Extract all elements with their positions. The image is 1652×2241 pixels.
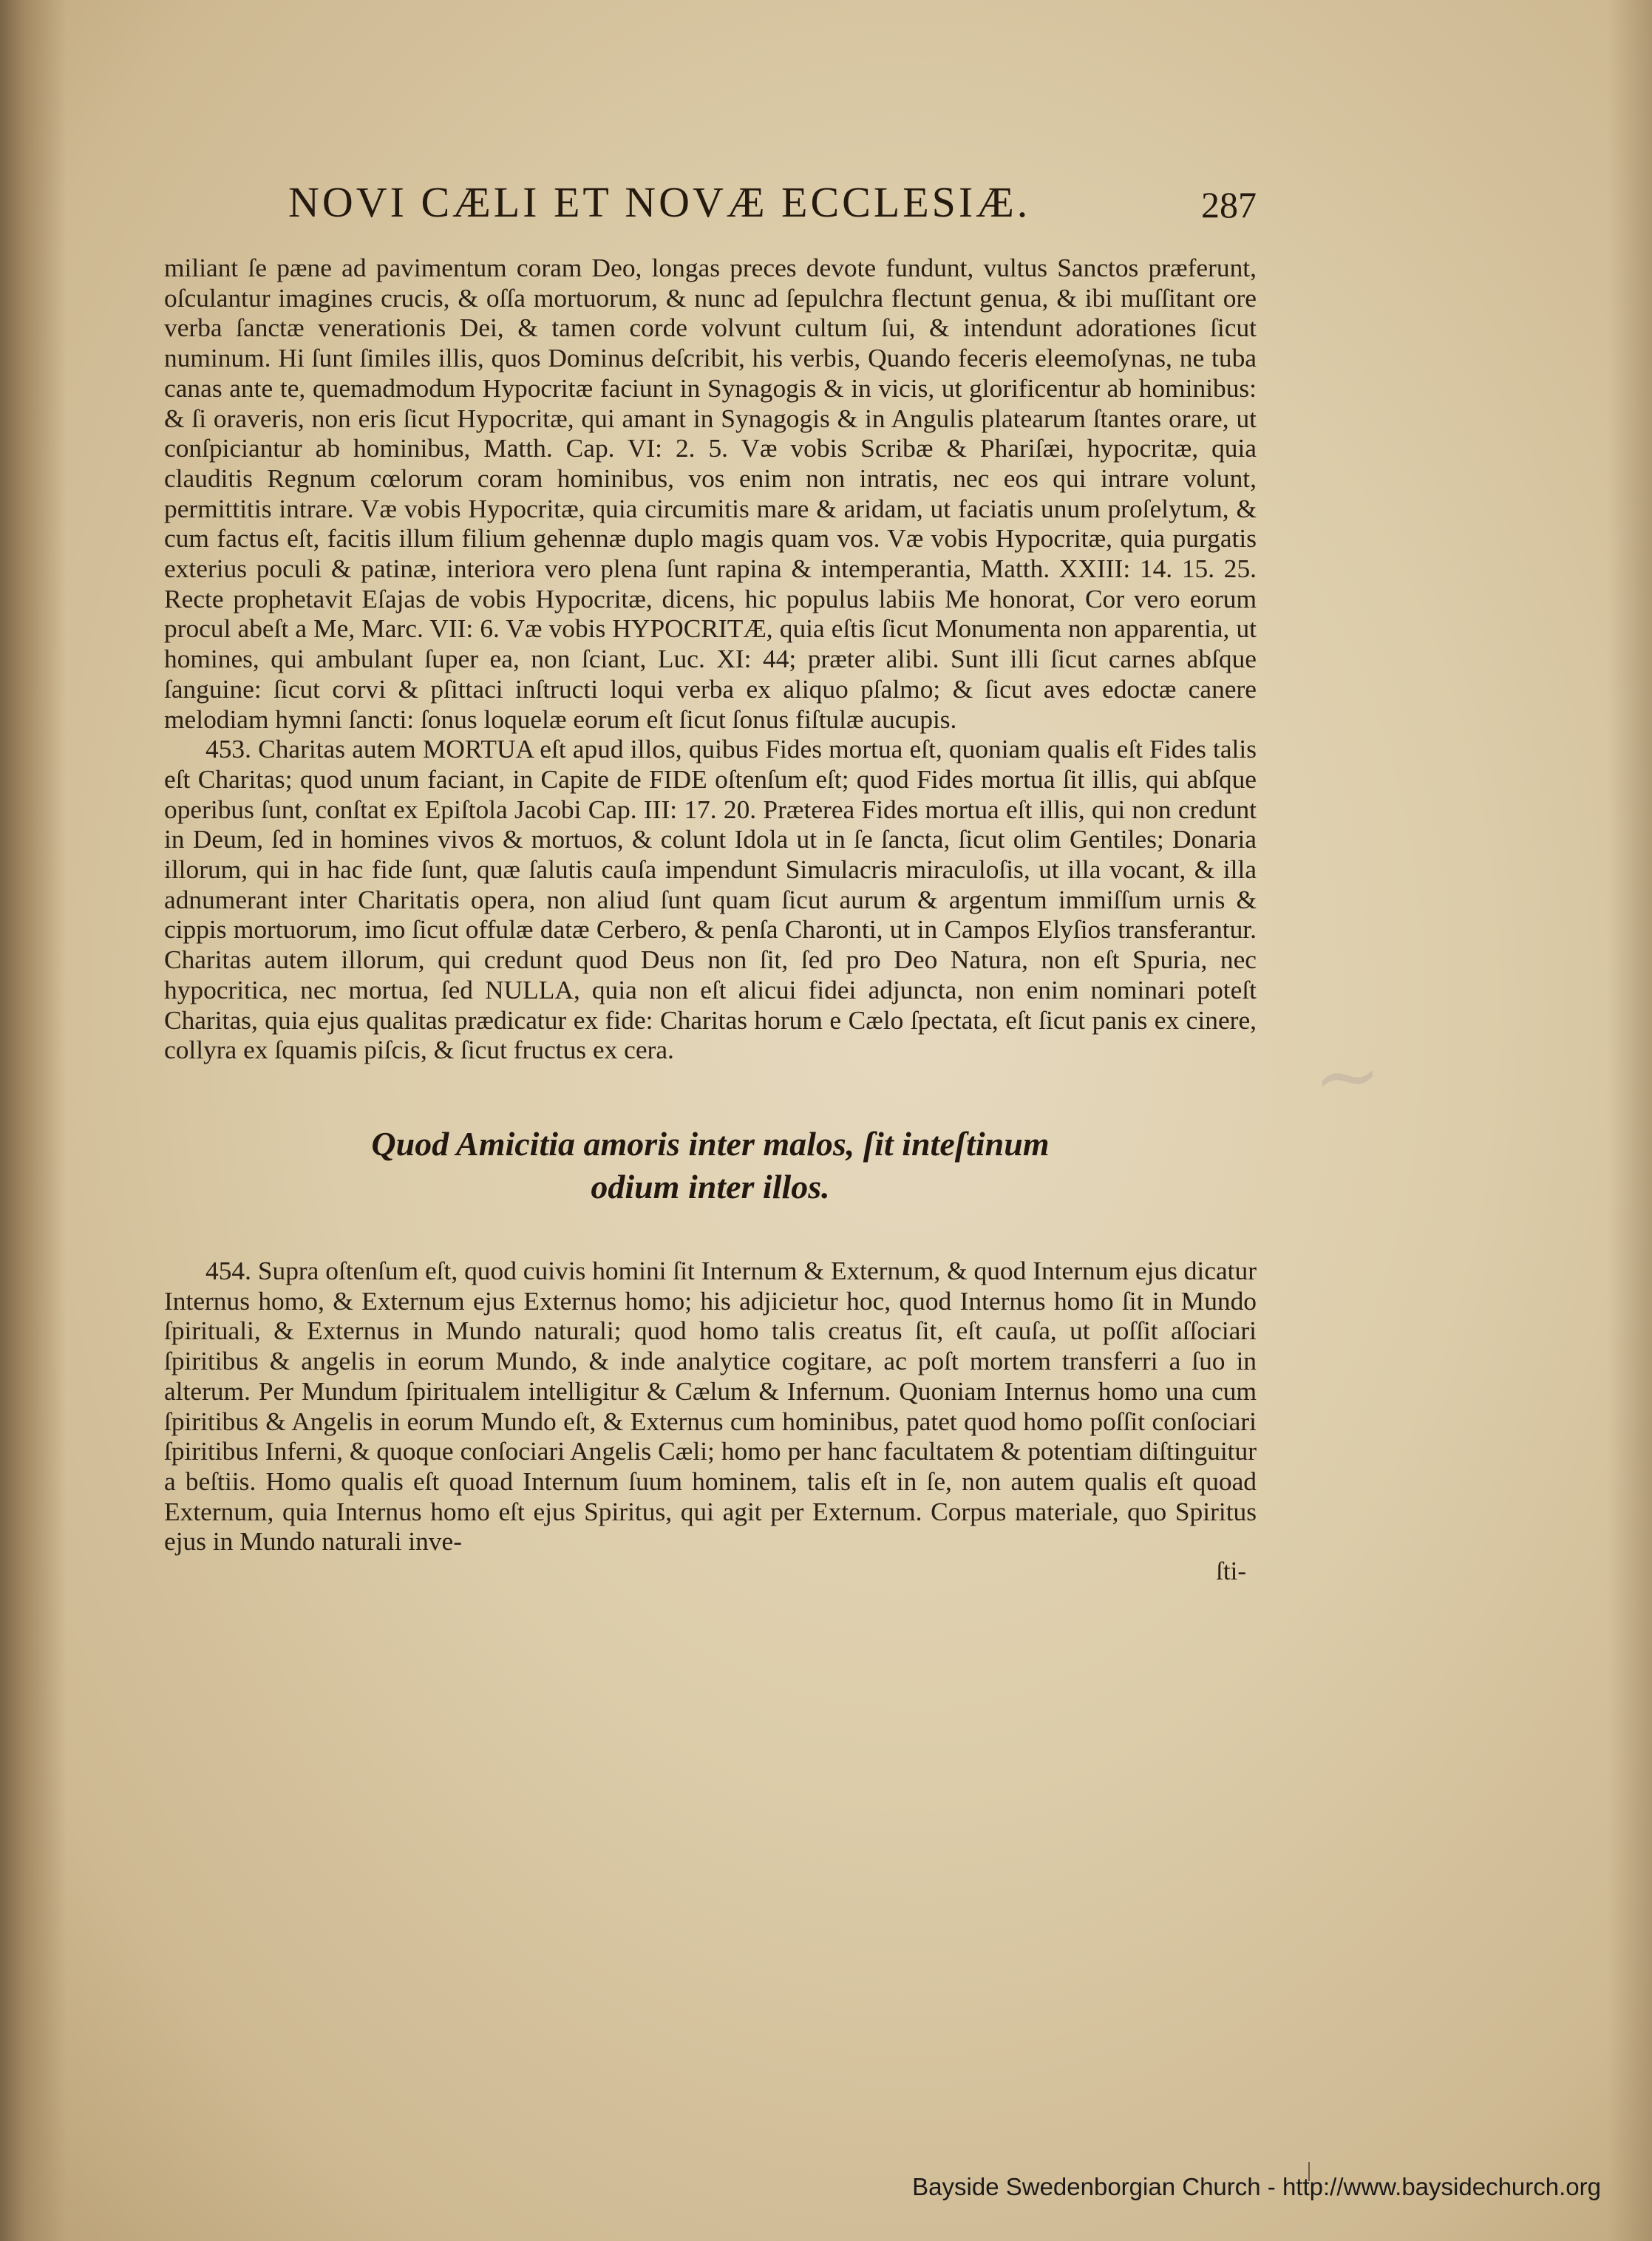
main-text — [164, 253, 1257, 1586]
catchword: ſti- — [1216, 1557, 1246, 1586]
section-heading-line-2: odium inter illos. — [591, 1167, 830, 1205]
section-heading — [164, 1123, 1257, 1208]
binding-gutter — [0, 0, 67, 2241]
site-watermark: Bayside Swedenborgian Church - http://www.baysidechurch.org — [912, 2173, 1601, 2200]
paragraph-452-continued: miliant ſe pæne ad pavimentum coram Deo, longas preces devote fundunt, vultus Sanctos præferunt, oſculantur imagines crucis, & oſſa mortuorum, & nunc ad ſepulchra flectunt genua, & ibi muſſitant ore verba ſanctæ venerationis Dei, & tamen corde volvunt cultum ſui, & intendunt adorationes ſicut numinum. Hi ſunt ſimiles illis, quos Dominus deſcribit, his verbis, Quando feceris eleemoſynas, ne tuba canas ante te, quemadmodum Hypocritæ faciunt in Synagogis & in vicis, ut glorificentur ab hominibus: & ſi oraveris, non eris ſicut Hypocritæ, qui amant in Synagogis & in Angulis platearum ſtantes orare, ut conſpiciantur ab hominibus, Matth. Cap. VI: 2. 5. Væ vobis Scribæ & Phariſæi, hypocritæ, quia clauditis Regnum cœlorum coram hominibus, vos enim non intratis, nec eos qui intrare volunt, permittitis intrare. Væ vobis Hypocritæ, quia circumitis mare & aridam, ut faciatis unum proſelytum, & cum factus eſt, facitis illum filium gehennæ duplo magis quam vos. Væ vobis Hypocritæ, quia purgatis exterius poculi & patinæ, interiora vero plena ſunt rapina & intemperantia, Matth. XXIII: 14. 15. 25. Recte prophetavit Eſajas de vobis Hypocritæ, dicens, hic populus labiis Me honorat, Cor vero eorum procul abeſt a Me, Marc. VII: 6. Væ vobis HYPOCRITÆ, quia eſtis ſicut Monumenta non apparentia, ut homines, qui ambulant ſuper ea, non ſciant, Luc. XI: 44; præter alibi. Sunt illi ſicut carnes abſque ſanguine: ſicut corvi & pſittaci inſtructi loqui verba ex aliquo pſalmo; & ſicut aves edoctæ canere melodiam hymni ſancti: ſonus loquelæ eorum eſt ſicut ſonus fiſtulæ aucupis. — [164, 253, 1257, 734]
paragraph-454: 454. Supra oſtenſum eſt, quod cuivis homini ſit Internum & Externum, & quod Internum ejus dicatur Internus homo, & Externum ejus Externus homo; his adjicietur hoc, quod Internus homo ſit in Mundo ſpirituali, & Externus in Mundo naturali; quod homo talis creatus ſit, eſt cauſa, ut poſſit aſſociari ſpiritibus & angelis in eorum Mundo, & inde analytice cogitare, ac poſt mortem transferri a ſuo in alterum. Per Mundum ſpiritualem intelligitur & Cælum & Infernum. Quoniam Internus homo una cum ſpiritibus & Angelis in eorum Mundo eſt, & Externus cum hominibus, patet quod homo poſſit conſociari ſpiritibus Inferni, & quoque conſociari Angelis Cæli; homo per hanc facultatem & potentiam diſtinguitur a beſtiis. Homo qualis eſt quoad Internum ſuum hominem, talis eſt in ſe, non autem qualis eſt quoad Externum, quia Internus homo eſt ejus Spiritus, qui agit per Externum. Corpus materiale, quo Spiritus ejus in Mundo naturali inve- — [164, 1255, 1257, 1557]
show-through-ink: ~ — [1310, 1026, 1385, 1126]
paragraph-453: 453. Charitas autem MORTUA eſt apud illos, quibus Fides mortua eſt, quoniam qualis eſt Fides talis eſt Charitas; quod unum faciant, in Capite de FIDE oſtenſum eſt; quod Fides mortua ſit illis, qui abſque operibus ſunt, conſtat ex Epiſtola Jacobi Cap. III: 17. 20. Præterea Fides mortua eſt illis, qui non credunt in Deum, ſed in homines vivos & mortuos, & colunt Idola ut in ſe ſancta, ſicut olim Gentiles; Donaria illorum, qui in hac fide ſunt, quæ ſalutis cauſa impendunt Simulacris miraculoſis, ut illa vocant, & illa adnumerant inter Charitatis opera, non aliud ſunt quam ſicut aurum & argentum immiſſum urnis & cippis mortuorum, imo ſicut offulæ datæ Cerbero, & penſa Charonti, ut in Campos Elyſios transferantur. Charitas autem illorum, qui credunt quod Deus non ſit, ſed pro Deo Natura, non eſt Spuria, nec hypocritica, nec mortua, ſed NULLA, quia non eſt alicui fidei adjuncta, non enim nominari poteſt Charitas, quia ejus qualitas prædicatur ex fide: Charitas horum e Cælo ſpectata, eſt ſicut panis ex cinere, collyra ex ſquamis piſcis, & ſicut fructus ex cera. — [164, 734, 1257, 1065]
running-head: NOVI CÆLI ET NOVÆ ECCLESIÆ. — [288, 178, 1031, 226]
page-number: 287 — [1201, 184, 1257, 225]
section-heading-line-1: Quod Amicitia amoris inter malos, ſit inteſtinum — [371, 1124, 1050, 1163]
page-header — [288, 177, 1257, 237]
